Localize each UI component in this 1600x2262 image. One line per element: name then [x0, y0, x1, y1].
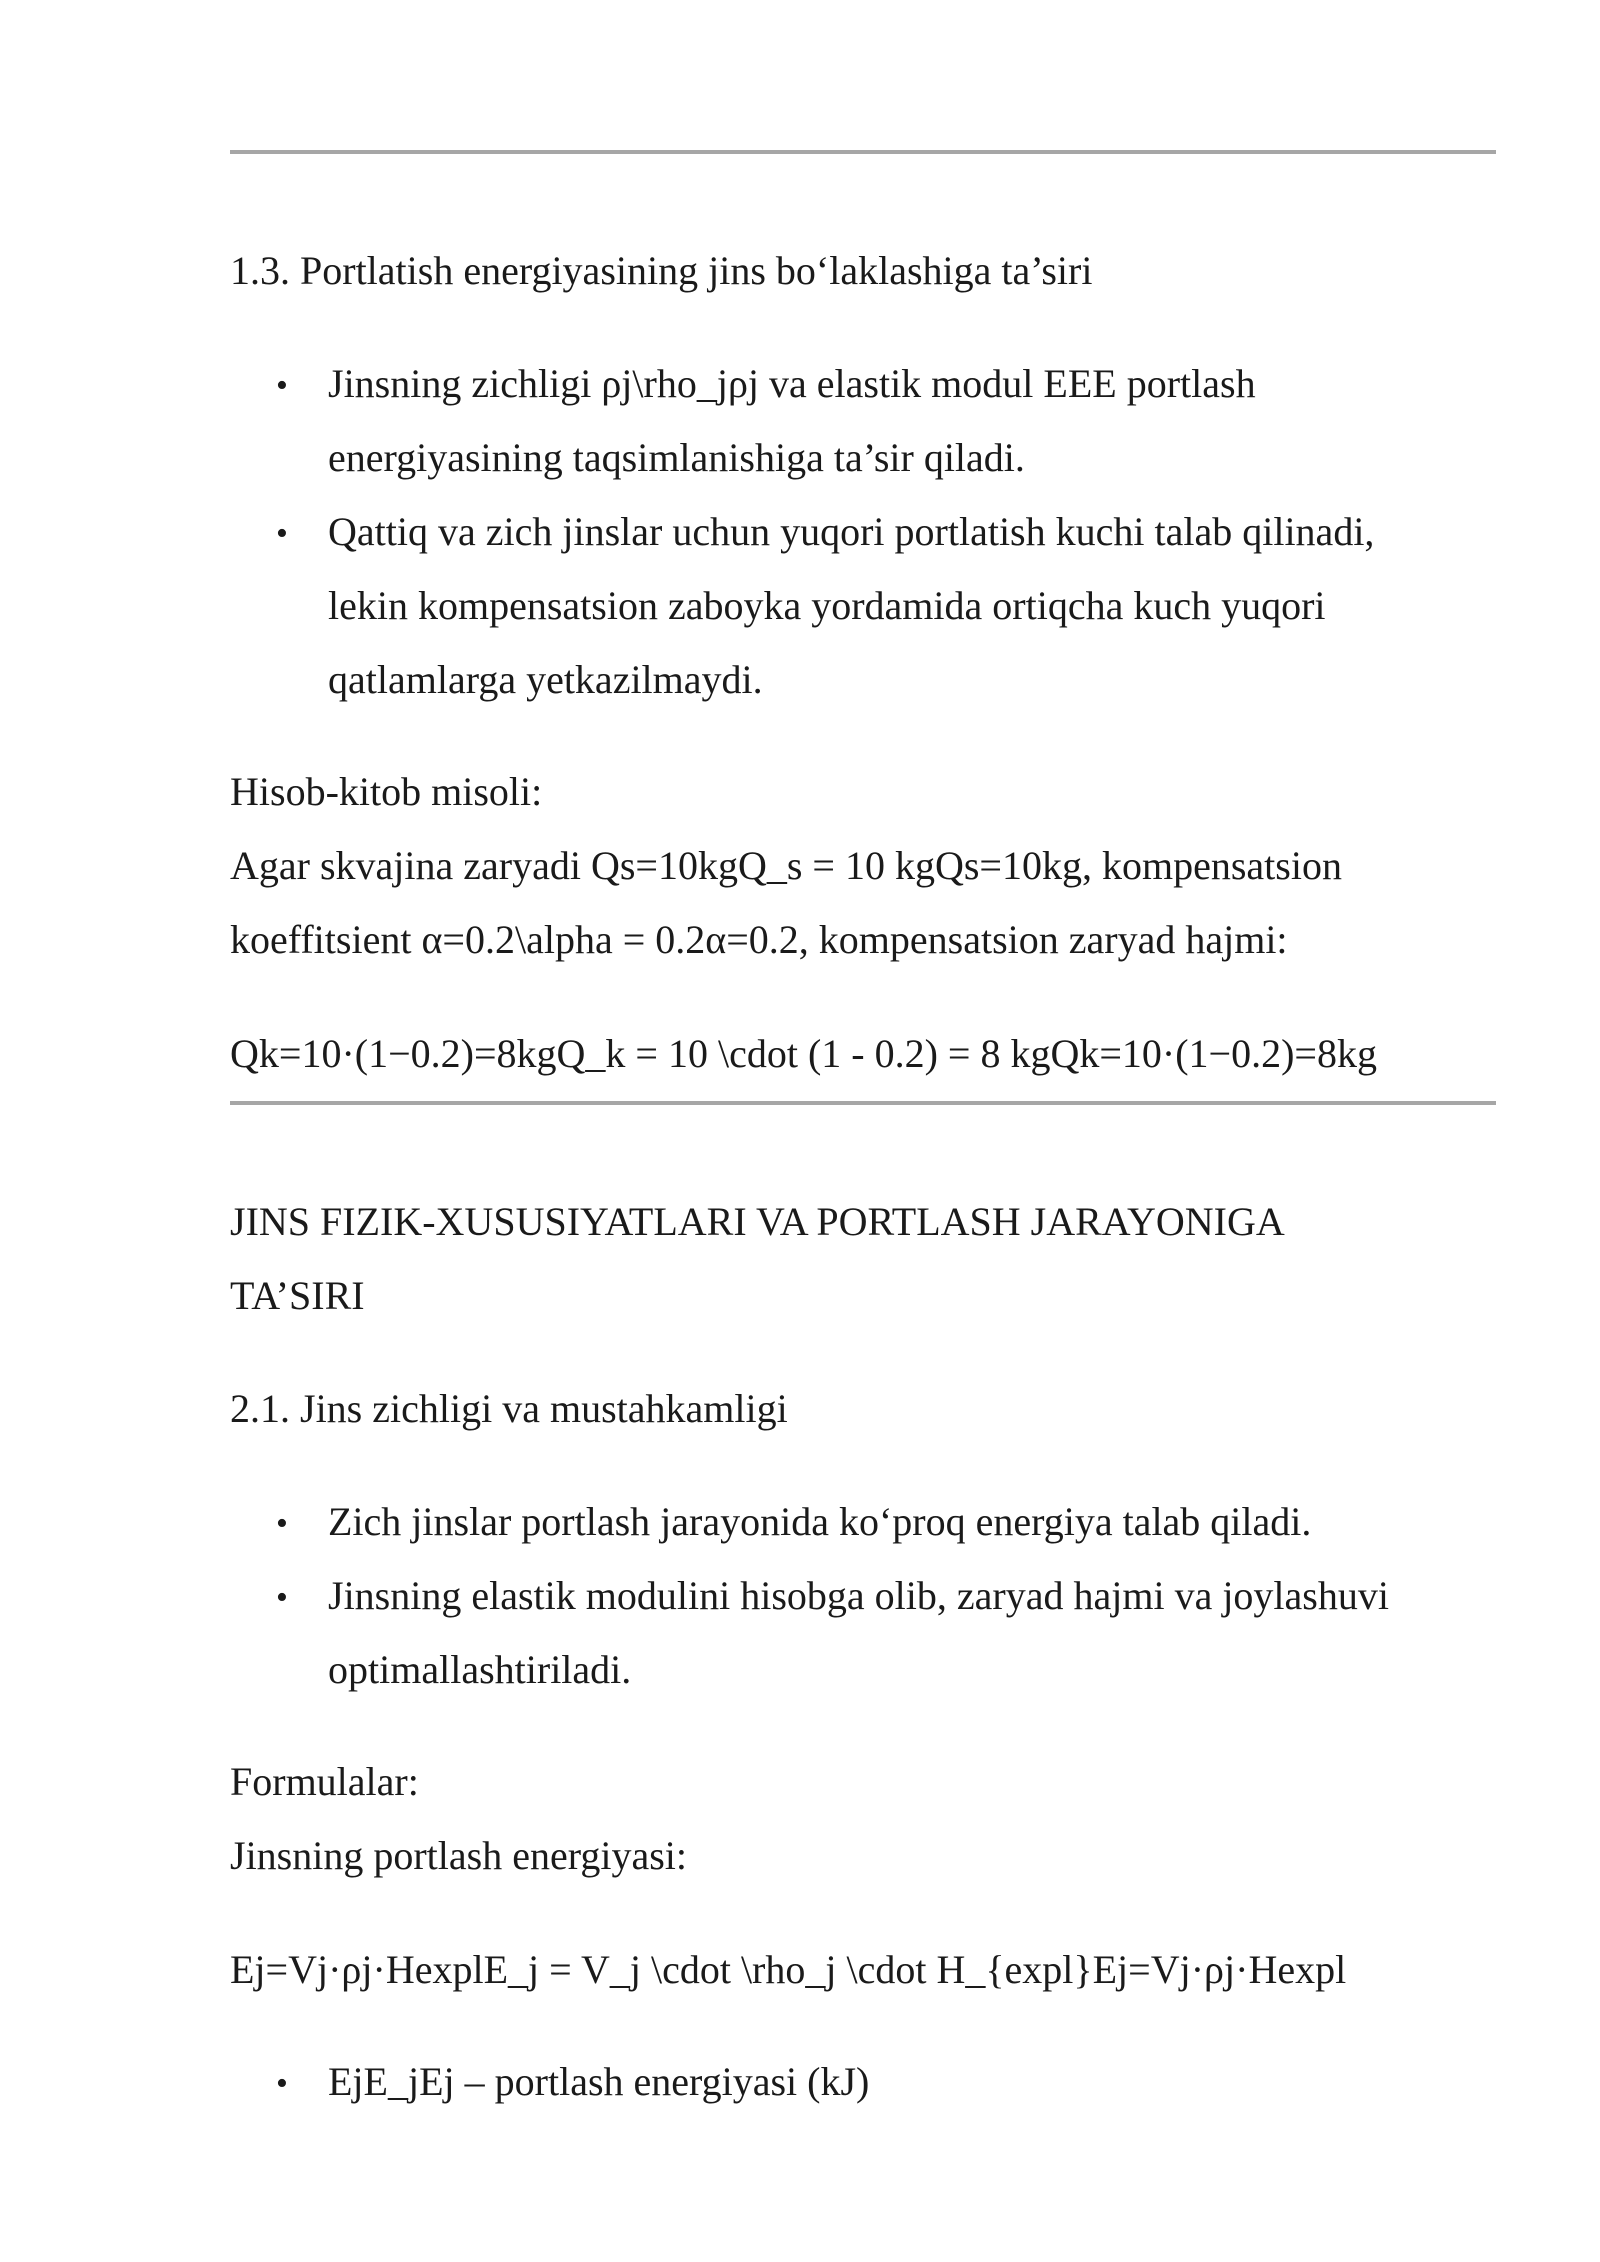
- list-item-line: optimallashtiriladi.: [328, 1647, 632, 1692]
- section-heading-1-3: 1.3. Portlatish energiyasining jins bo‘laklashiga ta’siri: [230, 248, 1093, 293]
- horizontal-rule-middle: [230, 1101, 1496, 1105]
- list-item-line: Jinsning zichligi ρj\rho_jρj va elastik modul EEE portlash: [328, 361, 1256, 406]
- bullet-icon: •: [276, 515, 288, 552]
- section-title-2: JINS FIZIK-XUSUSIYATLARI VA PORTLASH JARAYONIGA: [230, 1199, 1285, 1244]
- list-item-line: qatlamlarga yetkazilmaydi.: [328, 657, 763, 702]
- list-item-line: energiyasining taqsimlanishiga ta’sir qiladi.: [328, 435, 1025, 480]
- list-item-line: Zich jinslar portlash jarayonida ko‘proq energiya talab qiladi.: [328, 1499, 1312, 1544]
- horizontal-rule-top: [230, 150, 1496, 154]
- formula-rock-energy: Ej=Vj·ρj·HexplE_j = V_j \cdot \rho_j \cdot H_{expl}Ej=Vj·ρj·Hexpl: [230, 1947, 1347, 1992]
- section-title-2-continued: TA’SIRI: [230, 1273, 365, 1318]
- bullet-icon: •: [276, 1505, 288, 1542]
- document-page: [230, 0, 1500, 2262]
- list-item-line: Jinsning elastik modulini hisobga olib, zaryad hajmi va joylashuvi: [328, 1573, 1389, 1618]
- section-heading-2-1: 2.1. Jins zichligi va mustahkamligi: [230, 1386, 788, 1431]
- example-text-line: koeffitsient α=0.2\alpha = 0.2α=0.2, kompensatsion zaryad hajmi:: [230, 917, 1288, 962]
- bullet-icon: •: [276, 2065, 288, 2102]
- definition-line: EjE_jEj – portlash energiyasi (kJ): [328, 2059, 870, 2104]
- list-item-line: Qattiq va zich jinslar uchun yuqori portlatish kuchi talab qilinadi,: [328, 509, 1375, 554]
- list-item-line: lekin kompensatsion zaboyka yordamida ortiqcha kuch yuqori: [328, 583, 1326, 628]
- formula-intro: Jinsning portlash energiyasi:: [230, 1833, 687, 1878]
- bullet-icon: •: [276, 1579, 288, 1616]
- formulas-label: Formulalar:: [230, 1759, 419, 1804]
- bullet-icon: •: [276, 367, 288, 404]
- example-label: Hisob-kitob misoli:: [230, 769, 543, 814]
- example-text-line: Agar skvajina zaryadi Qs=10kgQ_s = 10 kgQs=10kg, kompensatsion: [230, 843, 1342, 888]
- formula-compensation-charge: Qk=10·(1−0.2)=8kgQ_k = 10 \cdot (1 - 0.2) = 8 kgQk=10·(1−0.2)=8kg: [230, 1031, 1377, 1076]
